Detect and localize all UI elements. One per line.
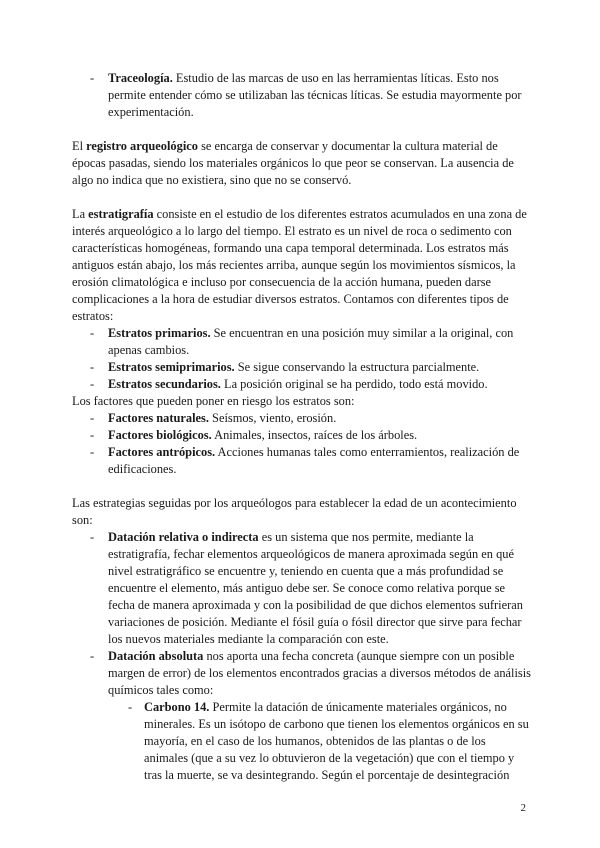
list-item: - Factores naturales. Seísmos, viento, erosión. [90,411,337,425]
dash-bullet: - [90,649,95,663]
term: registro arqueológico [86,139,198,153]
term: estratigrafía [88,207,154,221]
term: Datación absoluta [108,649,204,663]
term: Estratos primarios. [108,326,211,340]
dash-bullet: - [90,428,95,442]
paragraph-estratigrafia: La estratigrafía consiste en el estudio de los diferentes estratos acumulados en una zona de interés arqueológico a lo largo del tiempo. El estrato es un nivel de roca o sedimento con características homogéneas, formando una capa temporal determinada. Los estratos más antiguos están abajo, los más recientes arriba, aunque según los movimientos sísmicos, la erosión climatológica e incluso por consecuencia de la acción humana, pueden darse complicaciones a la hora de estudiar diversos estratos. Contamos con diferentes tipos de estratos: [72,207,527,323]
paragraph-estrategias-intro: Las estrategias seguidas por los arqueólogos para establecer la edad de un acontecimiento son: [72,496,517,527]
list-item: - Estratos primarios. Se encuentran en una posición muy similar a la original, con apenas cambios. [90,326,514,357]
dash-bullet: - [90,360,95,374]
term: Factores antrópicos. [108,445,216,459]
dash-bullet: - [90,411,95,425]
page-content [72,70,532,784]
dash-bullet: - [90,71,95,85]
list-item-traceologia [72,70,532,121]
list-item: - Datación relativa o indirecta es un sistema que nos permite, mediante la estratigrafía, fechar elementos arqueológicos de manera aproximada según en qué nivel estratigráfico se encuentre y, teniendo en cuenta que a más profundidad se encuentre el elemento, más antiguo debe ser. Se conoce como relativa porque se fecha de manera aproximada y con la posibilidad de que dichos elementos sufrieran variaciones de posición. Mediante el fósil guía o fósil director que sirve para fechar los nuevos materiales mediante la comparación con este. [90,530,523,646]
term: Estratos semiprimarios. [108,360,235,374]
definition: Estudio de las marcas de uso en las herramientas líticas. Esto nos permite entender cómo se utilizaban las técnicas líticas. Se estudia mayormente por experimentación. [108,71,522,119]
dash-bullet: - [90,530,95,544]
dash-bullet: - [128,700,133,714]
list-item: - Factores biológicos. Animales, insectos, raíces de los árboles. [90,428,418,442]
dash-bullet: - [90,445,95,459]
term: Factores naturales. [108,411,209,425]
page-number: 2 [520,802,526,814]
list-item: - Factores antrópicos. Acciones humanas tales como enterramientos, realización de edificaciones. [90,445,520,476]
term: Carbono 14. [144,700,210,714]
estratos-list [72,325,532,393]
term: Estratos secundarios. [108,377,221,391]
dash-bullet: - [90,377,95,391]
top-bullet-list [72,70,532,121]
datacion-list [72,529,532,784]
paragraph-registro: El registro arqueológico se encarga de conservar y documentar la cultura material de épocas pasadas, siendo los materiales orgánicos lo que peor se conservan. La ausencia de algo no indica que no existiera, sino que no se conservó. [72,139,514,187]
list-item: - Carbono 14. Permite la datación de únicamente materiales orgánicos, no minerales. Es un isótopo de carbono que tienen los elementos orgánicos en su mayoría, en el caso de los humanos, obtenidos de las plantas o de los animales (que a su vez lo obtuvieron de la vegetación) que con el tiempo y tras la muerte, se va desintegrando. Según el porcentaje de desintegración [128,700,529,782]
metodos-list [108,699,532,784]
term: Datación relativa o indirecta [108,530,259,544]
term: Traceología. [108,71,173,85]
list-item: - Datación absoluta nos aporta una fecha concreta (aunque siempre con un posible margen de error) de los elementos encontrados gracias a diversos métodos de análisis químicos tales como: - Carbono 14. Permite la datación de únicamente materiales orgánicos, no minerales. Es un isótopo de carbono que tienen los elementos orgánicos en su mayoría, en el caso de los humanos, obtenidos de las plantas o de los animales (que a su vez lo obtuvieron de la vegetación) que con el tiempo y tras la muerte, se va desintegrando. Según el porcentaje de desintegración [72,648,532,784]
term: Factores biológicos. [108,428,212,442]
paragraph-factores-intro: Los factores que pueden poner en riesgo los estratos son: [72,394,355,408]
dash-bullet: - [90,326,95,340]
factores-list [72,410,532,478]
list-item: - Estratos secundarios. La posición original se ha perdido, todo está movido. [90,377,488,391]
list-item: - Estratos semiprimarios. Se sigue conservando la estructura parcialmente. [90,360,480,374]
